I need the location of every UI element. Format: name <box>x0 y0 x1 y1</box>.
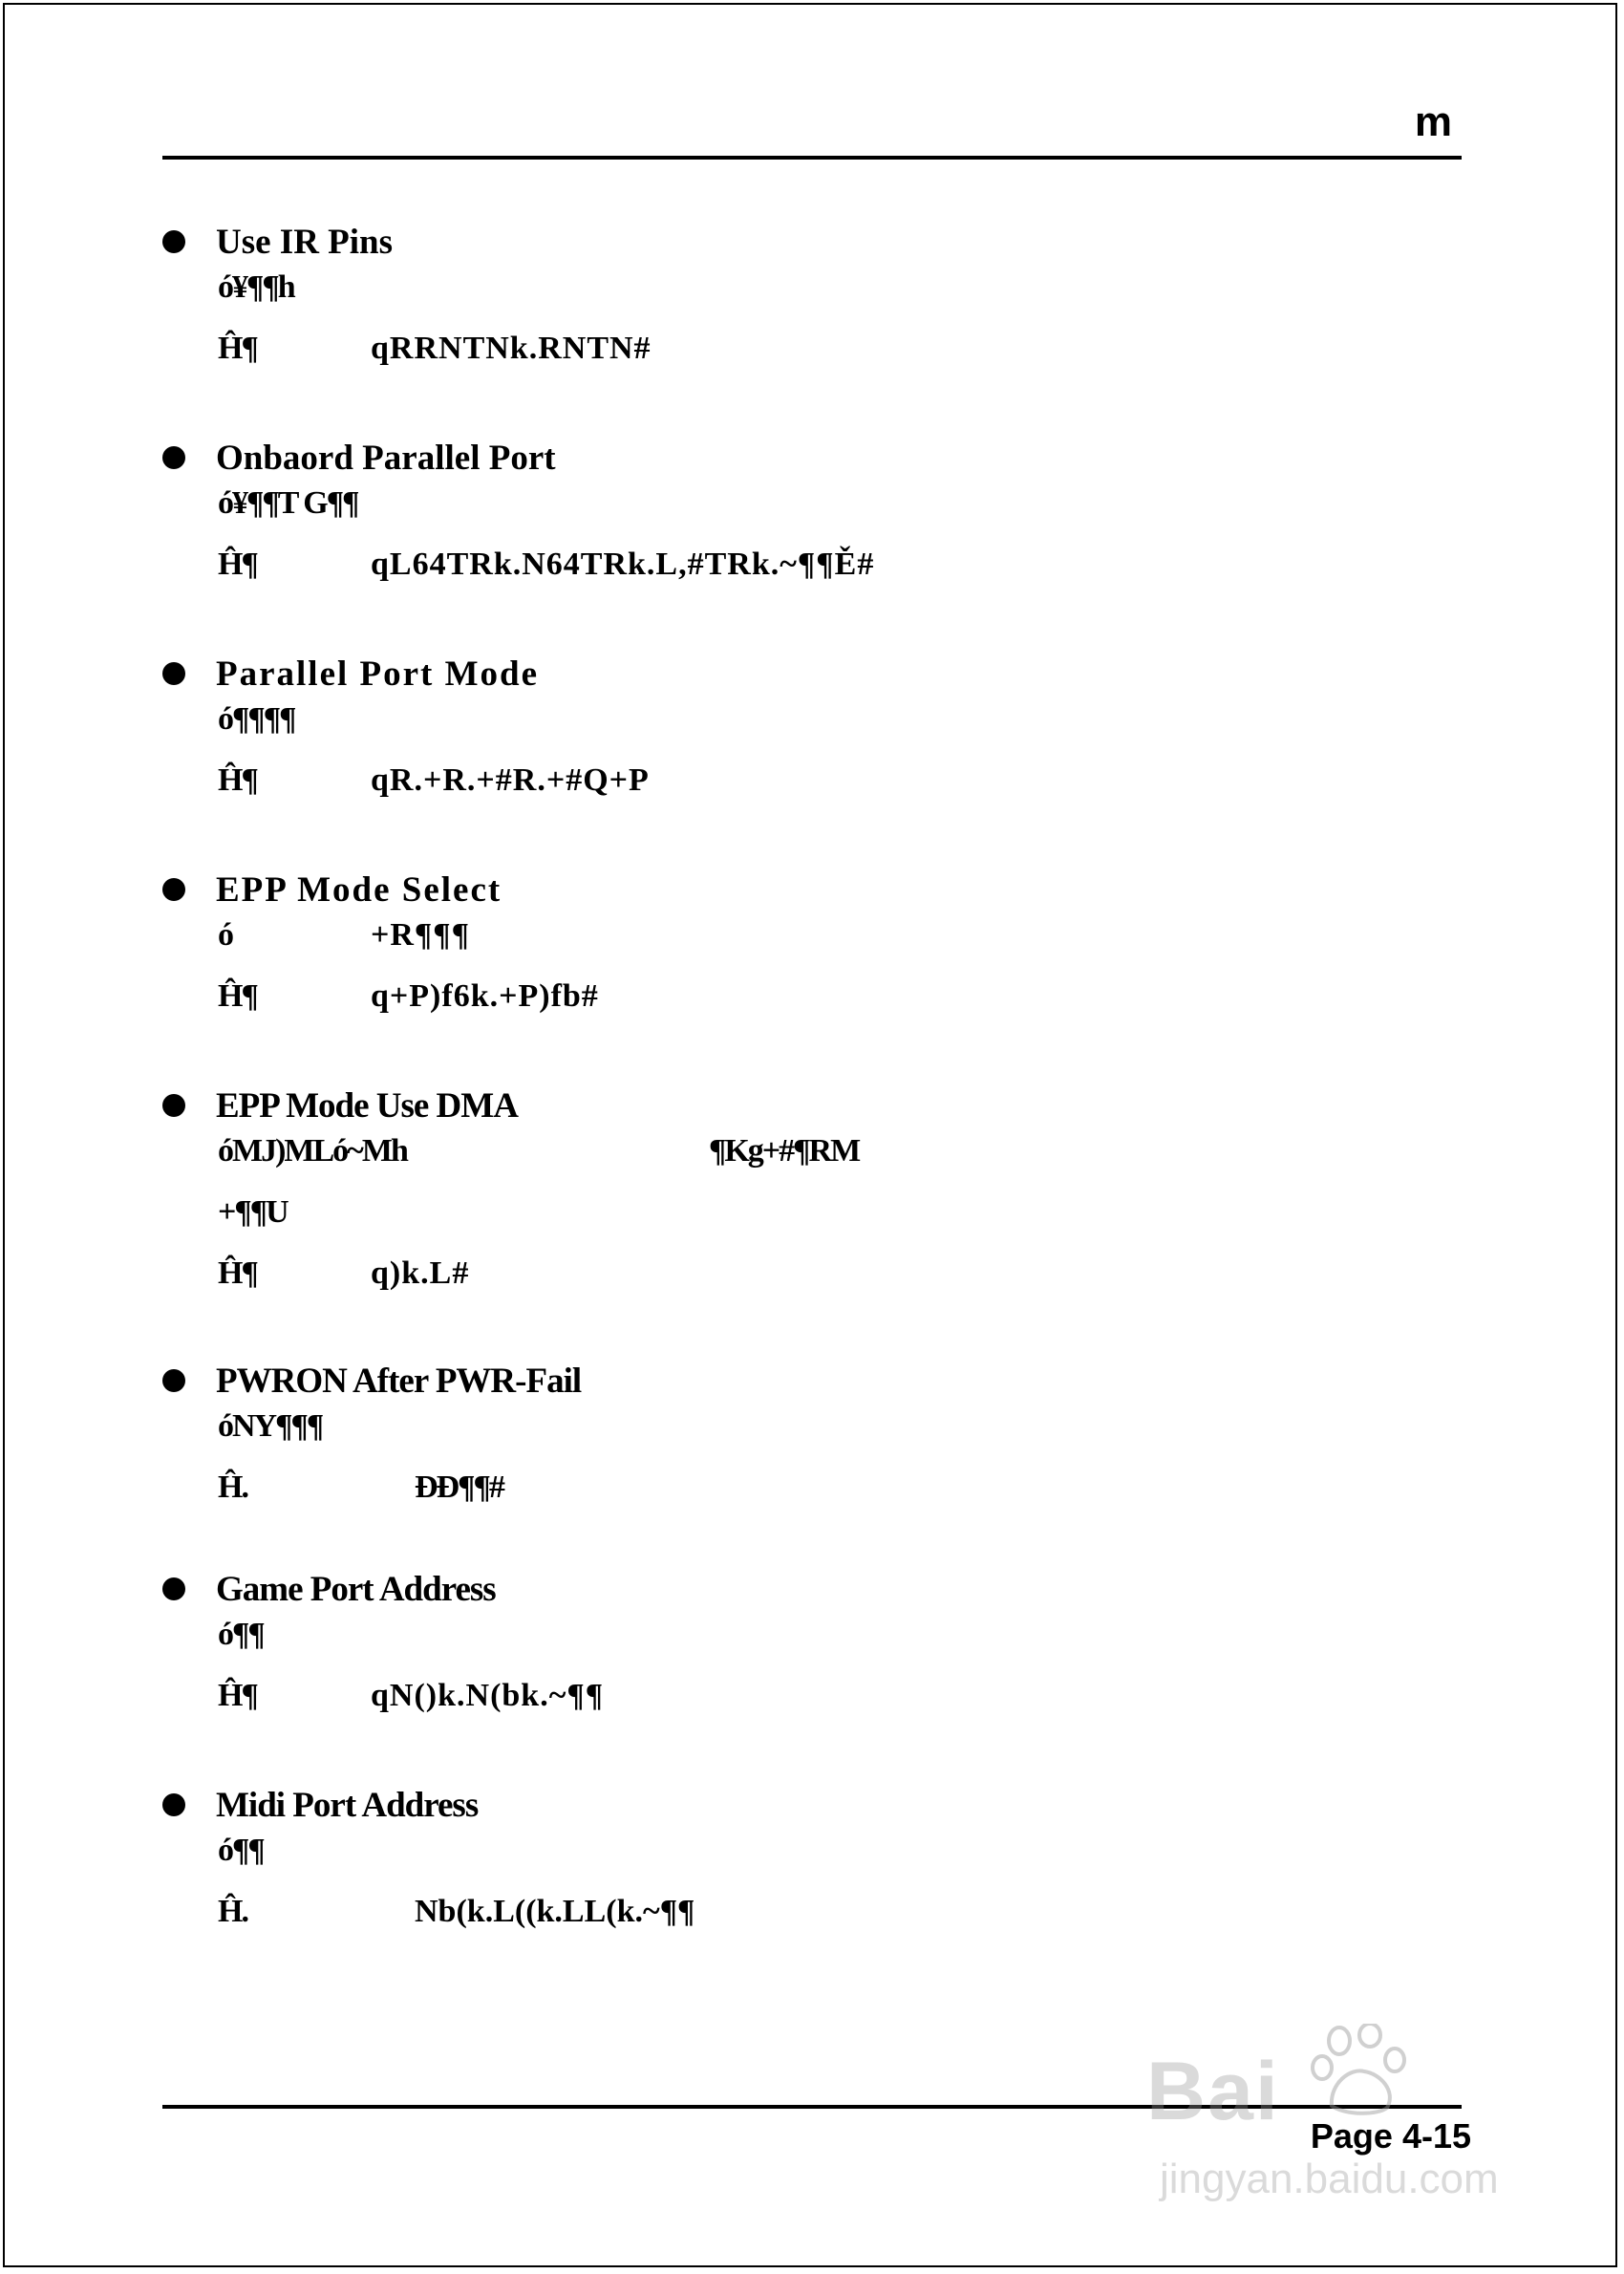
section-epp-mode-use-dma <box>162 1082 1462 1313</box>
description-text: óNY¶¶¶ <box>218 1408 323 1444</box>
description-text: ó¶¶¶¶ <box>218 701 295 737</box>
section-heading <box>162 1357 1462 1405</box>
section-heading <box>162 218 1462 266</box>
section-game-port-address <box>162 1565 1462 1735</box>
options-line <box>218 759 1462 820</box>
options-value: Nb(k.L((k.LL(k.~¶¶ <box>415 1894 695 1929</box>
options-value: q)k.L# <box>371 1255 470 1291</box>
description-value: +R¶¶¶ <box>371 917 471 953</box>
options-line <box>218 1890 1462 1951</box>
description-line <box>218 1129 1462 1191</box>
options-label: Ĥ¶ <box>218 762 257 798</box>
description-text: +¶¶U <box>218 1194 288 1230</box>
section-title: Midi Port Address <box>216 1785 479 1825</box>
options-line <box>218 1674 1462 1735</box>
section-title: Use IR Pins <box>216 222 394 262</box>
options-line <box>218 543 1462 604</box>
options-label: Ĥ¶ <box>218 1678 257 1713</box>
section-onboard-parallel-port <box>162 434 1462 604</box>
description-line <box>218 1613 1462 1674</box>
description-text: óMJ)MLó~Mh <box>218 1133 407 1169</box>
description-text: ó¶¶ <box>218 1617 264 1652</box>
watermark-url: jingyan.baidu.com <box>1160 2156 1499 2202</box>
section-pwron-after-pwr-fail <box>162 1357 1462 1527</box>
bullet-icon <box>162 1094 185 1117</box>
section-title: Game Port Address <box>216 1569 496 1609</box>
options-value: qN()k.N(bk.~¶¶ <box>371 1678 605 1713</box>
options-line <box>218 1252 1462 1313</box>
description-line <box>218 482 1462 543</box>
section-heading <box>162 650 1462 697</box>
options-value: ÐÐ¶¶# <box>415 1470 503 1505</box>
description-line <box>218 697 1462 759</box>
footer-rule <box>162 2105 1462 2109</box>
section-title: PWRON After PWR-Fail <box>216 1361 582 1401</box>
section-title: EPP Mode Select <box>216 869 502 910</box>
bullet-icon <box>162 446 185 469</box>
description-text: ó¶¶ <box>218 1833 264 1868</box>
options-line <box>218 1466 1462 1527</box>
description-line <box>218 1405 1462 1466</box>
section-heading <box>162 1082 1462 1129</box>
options-label: Ĥ¶ <box>218 331 257 366</box>
bullet-icon <box>162 662 185 685</box>
bullet-icon <box>162 878 185 901</box>
bullet-icon <box>162 230 185 253</box>
options-label: Ĥ. <box>218 1894 247 1929</box>
section-title: Onbaord Parallel Port <box>216 438 556 478</box>
bullet-icon <box>162 1793 185 1816</box>
options-value: qL64TRk.N64TRk.L,#TRk.~¶¶Ě# <box>371 547 875 582</box>
bullet-icon <box>162 1369 185 1392</box>
description-line-2 <box>218 1191 1462 1252</box>
section-epp-mode-select <box>162 866 1462 1036</box>
bullet-icon <box>162 1577 185 1600</box>
description-line <box>218 913 1462 975</box>
section-title: Parallel Port Mode <box>216 654 540 694</box>
options-label: Ĥ¶ <box>218 1255 257 1291</box>
options-label: Ĥ¶ <box>218 547 257 582</box>
section-heading <box>162 434 1462 482</box>
watermark-brand: Bai <box>1146 2046 1280 2137</box>
description-line <box>218 266 1462 327</box>
page-number: Page 4-15 <box>1310 2116 1471 2156</box>
options-label: Ĥ¶ <box>218 978 257 1014</box>
description-text: ó¥¶¶h <box>218 269 294 305</box>
section-title: EPP Mode Use DMA <box>216 1085 518 1126</box>
section-parallel-port-mode <box>162 650 1462 820</box>
description-text: ó <box>218 917 232 953</box>
section-use-ir-pins <box>162 218 1462 388</box>
options-label: Ĥ. <box>218 1470 247 1505</box>
header-rule <box>162 156 1462 160</box>
section-midi-port-address <box>162 1781 1462 1951</box>
options-line <box>218 327 1462 388</box>
options-value: qR.+R.+#R.+#Q+P <box>371 762 650 798</box>
section-heading <box>162 866 1462 913</box>
description-extra: ¶Kg+#¶RM <box>709 1133 860 1169</box>
section-heading <box>162 1565 1462 1613</box>
options-line <box>218 975 1462 1036</box>
section-heading <box>162 1781 1462 1829</box>
options-value: qRRNTNk.RNTN# <box>371 331 652 366</box>
header-mark: m <box>1414 98 1452 145</box>
options-value: q+P)f6k.+P)fb# <box>371 978 599 1014</box>
description-line <box>218 1829 1462 1890</box>
description-text: ó¥¶¶T G¶¶ <box>218 485 358 521</box>
